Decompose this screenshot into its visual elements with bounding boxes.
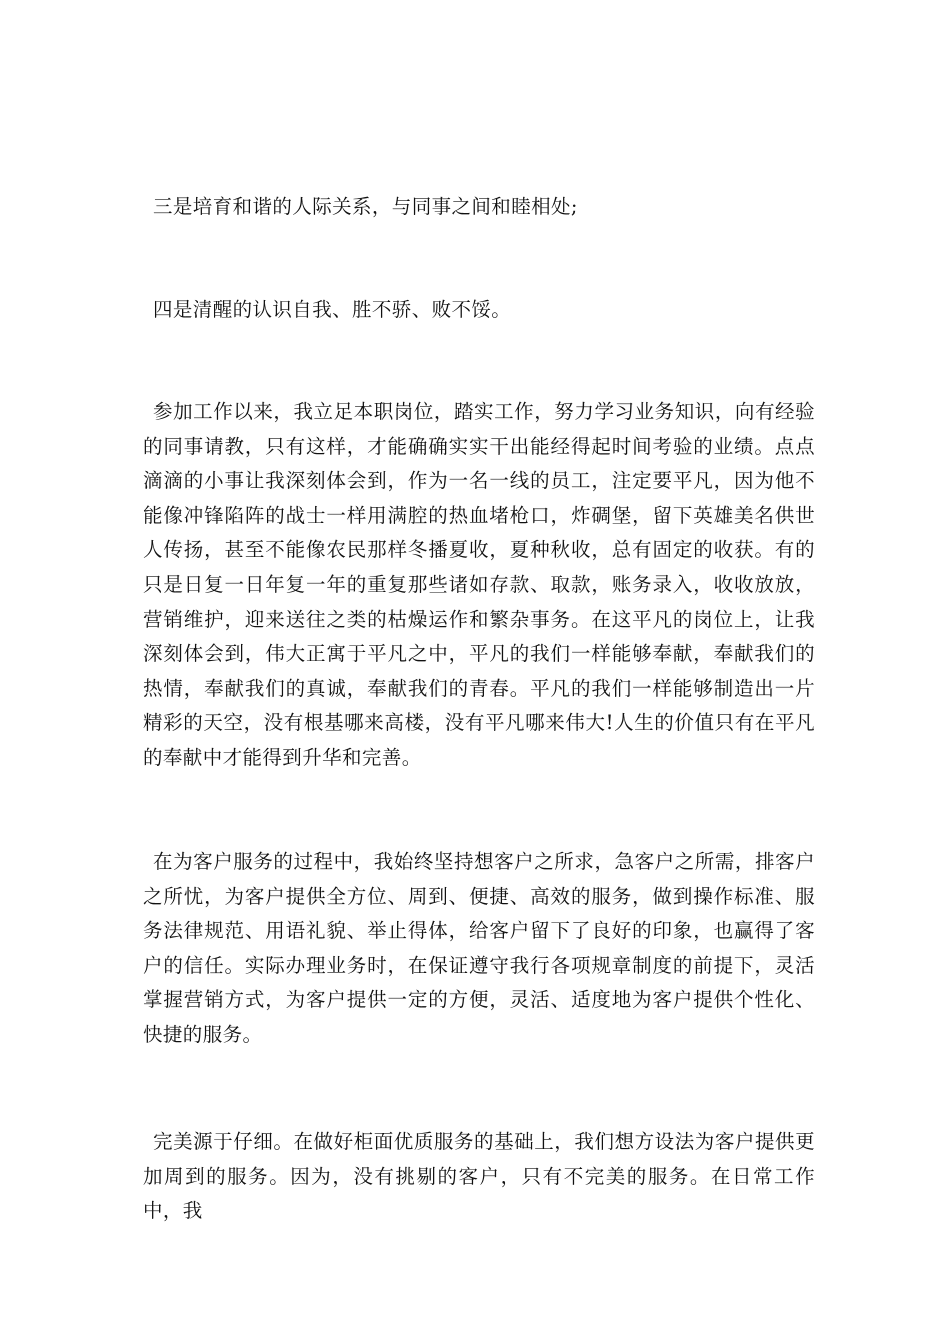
paragraph-perfection: 完美源于仔细。在做好柜面优质服务的基础上，我们想方设法为客户提供更加周到的服务。因为，没有挑剔的客户，只有不完美的服务。在日常工作中，我 — [143, 1130, 815, 1223]
paragraph-self-awareness: 四是清醒的认识自我、胜不骄、败不馁。 — [153, 298, 512, 321]
paragraph-harmony: 三是培育和谐的人际关系，与同事之间和睦相处; — [153, 195, 578, 218]
paragraph-work-experience: 参加工作以来，我立足本职岗位，踏实工作，努力学习业务知识，向有经验的同事请教，只有这样，才能确确实实干出能经得起时间考验的业绩。点点滴滴的小事让我深刻体会到，作为一名一线的员工，注定要平凡，因为他不能像冲锋陷阵的战士一样用满腔的热血堵枪口，炸碉堡，留下英雄美名供世人传扬，甚至不能像农民那样冬播夏收，夏种秋收，总有固定的收获。有的只是日复一日年复一年的重复那些诸如存款、取款，账务录入，收收放放，营销维护，迎来送往之类的枯燥运作和繁杂事务。在这平凡的岗位上，让我深刻体会到，伟大正寓于平凡之中，平凡的我们一样能够奉献，奉献我们的热情，奉献我们的真诚，奉献我们的青春。平凡的我们一样能够制造出一片精彩的天空，没有根基哪来高楼，没有平凡哪来伟大!人生的价值只有在平凡的奉献中才能得到升华和完善。 — [143, 400, 815, 769]
paragraph-customer-service: 在为客户服务的过程中，我始终坚持想客户之所求，急客户之所需，排客户之所忧，为客户提供全方位、周到、便捷、高效的服务，做到操作标准、服务法律规范、用语礼貌、举止得体，给客户留下了良好的印象，也赢得了客户的信任。实际办理业务时，在保证遵守我行各项规章制度的前提下，灵活掌握营销方式，为客户提供一定的方便，灵活、适度地为客户提供个性化、快捷的服务。 — [143, 850, 815, 1046]
